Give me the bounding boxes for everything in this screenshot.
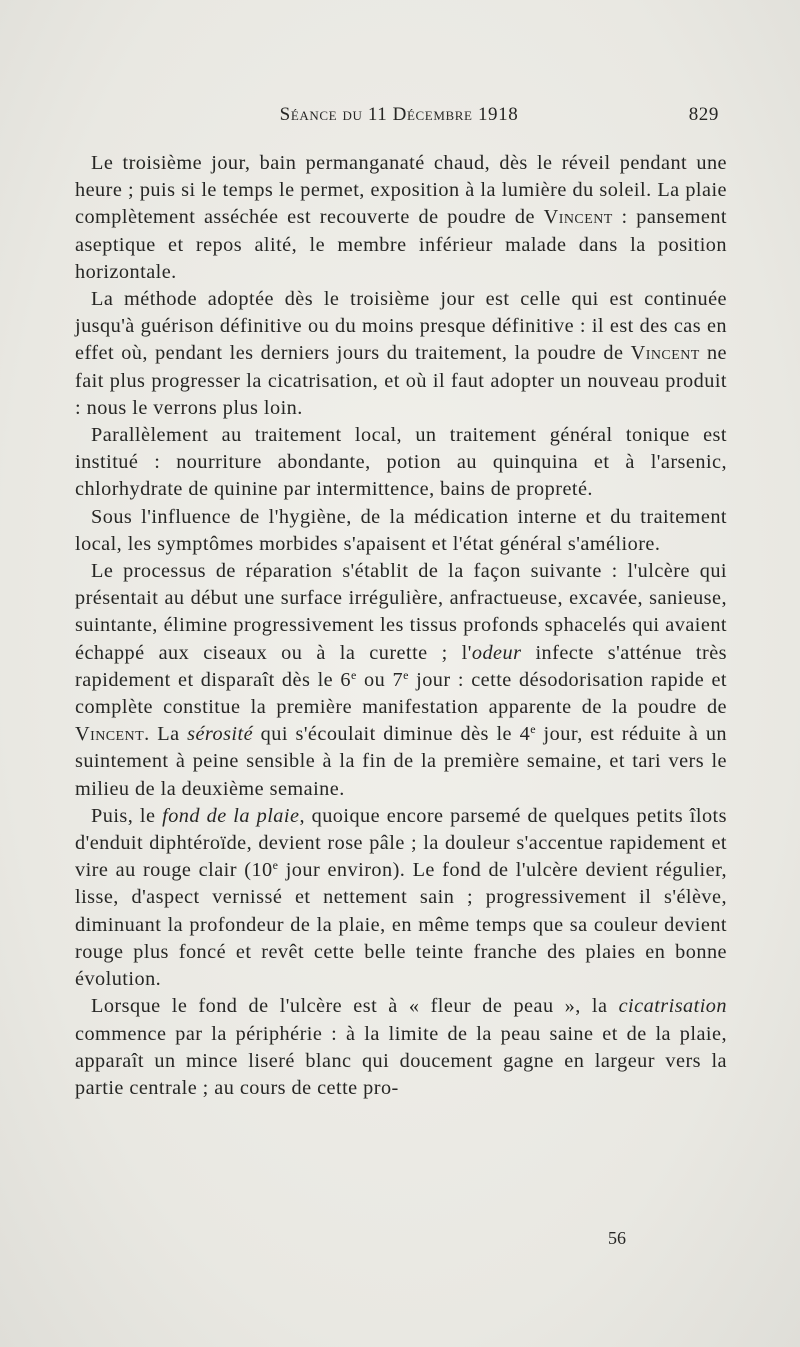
p5-author-name: Vincent [75, 723, 145, 746]
signature-mark: 56 [608, 1228, 626, 1248]
p5-a: Le processus de réparation s'établit de la façon suivante : l'ulcère qui présentait au début une surface irrégulière, anfractueuse, excavée, sanieuse, suintante, élimine progressivement les tissus profonds sphacelés qui avaient échappé aux ciseaux ou à la curette ; l' [75, 560, 727, 664]
p6-a: Puis, le [91, 804, 163, 827]
p1-text: Le troisième jour, bain permanganaté chaud, dès le réveil pendant une heure ; puis si le temps le permet, exposition à la lumière du soleil. La plaie complètement asséchée est recouverte de poudre de [75, 152, 727, 229]
p6-b: , quoique encore parsemé de quelques petits îlots d'enduit diphtéroïde, devient rose pâle ; la douleur s'accentue rapidement et vire au rouge clair (10 [75, 804, 727, 882]
paragraph-5 [75, 558, 727, 803]
paragraph-7 [75, 993, 727, 1102]
p5-serosite: sérosité [187, 723, 254, 746]
p2-author-name: Vincent [630, 342, 700, 365]
p2-text-end: ne fait plus progresser la cicatrisation, et où il faut adopter un nouveau produit : nous le verrons plus loin. [75, 342, 727, 419]
p6-c: jour environ). Le fond de l'ulcère devient régulier, lisse, d'aspect vernissé et nettement sain ; progressivement il s'élève, diminuant la profondeur de la plaie, en même temps que sa couleur devient rouge plus foncé et revêt cette belle teinte franche des plaies en bonne évolution. [75, 859, 728, 991]
p5-f: qui s'écoulait diminue dès le 4 [253, 723, 531, 746]
running-head: Séance du 11 Décembre 1918 [279, 104, 519, 125]
body-text [75, 150, 727, 1102]
p5-sup-3: e [530, 722, 536, 737]
p5-e: . La [144, 723, 188, 746]
p2-text: La méthode adoptée dès le troisième jour est celle qui est continuée jusqu'à guérison définitive ou du moins presque définitive : il est des cas en effet où, pendant les derniers jours du traitement, la poudre de [75, 288, 727, 365]
p6-sup: e [272, 858, 279, 873]
p5-sup-2: e [403, 667, 409, 682]
paragraph-3: Parallèlement au traitement local, un traitement général tonique est institué : nourriture abondante, potion au quinquina et à l'arsenic, chlorhydrate de quinine par intermittence, bains de propreté. [75, 424, 727, 501]
p7-cicatrisation: cicatrisation [618, 995, 727, 1018]
p5-sup-1: e [350, 667, 357, 682]
p6-fond: fond de la plaie [162, 804, 300, 827]
p5-odeur: odeur [471, 641, 522, 664]
paragraph-1 [75, 150, 727, 286]
paragraph-4: Sous l'influence de l'hygiène, de la médication interne et du traitement local, les symptômes morbides s'apaisent et l'état général s'améliore. [75, 505, 727, 555]
paragraph-6 [75, 803, 727, 993]
p7-b: commence par la périphérie : à la limite de la peau saine et de la plaie, apparaît un mince liseré blanc qui doucement gagne en largeur vers la partie centrale ; au cours de cette pro- [75, 1022, 727, 1099]
page-number: 829 [688, 104, 719, 125]
p7-a: Lorsque le fond de l'ulcère est à « fleur de peau », la [91, 995, 619, 1018]
p5-b: infecte s'atténue très rapidement et disparaît dès le 6 [75, 641, 727, 691]
page-header [75, 104, 723, 130]
paragraph-2 [75, 286, 727, 422]
p5-d: jour : cette désodorisation rapide et complète constitue la première manifestation apparente de la poudre de [75, 668, 728, 719]
p5-c: ou 7 [356, 668, 404, 691]
p5-g: jour, est réduite à un suintement à peine sensible à la fin de la première semaine, et tari vers le milieu de la deuxième semaine. [75, 723, 728, 800]
p1-author-name: Vincent [543, 206, 613, 229]
p1-text-end: : pansement aseptique et repos alité, le membre inférieur malade dans la position horizontale. [75, 206, 728, 283]
